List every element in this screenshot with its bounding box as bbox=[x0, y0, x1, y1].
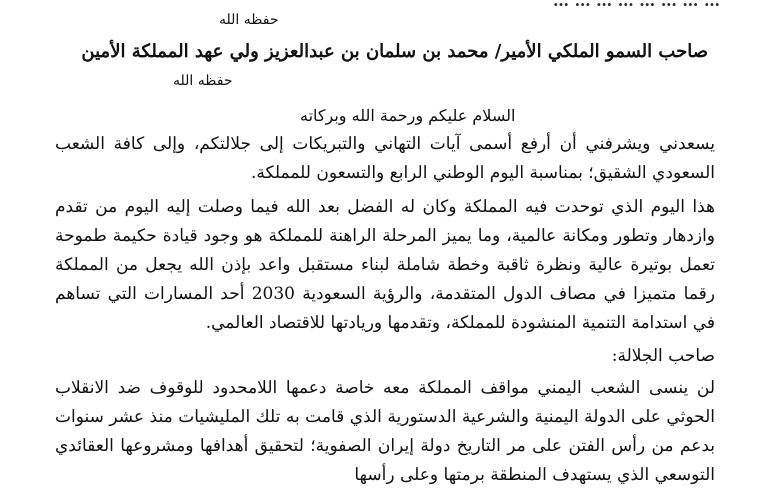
blessing-line-2: حفظه الله bbox=[173, 73, 233, 89]
address-majesty: صاحب الجلالة: bbox=[611, 346, 715, 366]
paragraph-unification: هذا اليوم الذي توحدت فيه المملكة وكان له الفضل بعد الله فيما وصلت إليه اليوم من تقدم وازدهار وتطور ومكانة عالمية، وما يميز المرحلة الراهنة للمملكة هو وجود قيادة حكيمة طموحة تعمل بوتيرة عالية ونظرة ثاقبة وخطة شاملة لبناء مستقبل واعد بإذن الله يجعل من المملكة رقما متميزا في مصاف الدول المتقدمة، والرؤية السعودية 2030 أحد المسارات التي تساهم في استدامة التنمية المنشودة للمملكة، وتقدمها وريادتها للاقتصاد العالمي. bbox=[55, 197, 715, 333]
greeting: السلام عليكم ورحمة الله وبركاته bbox=[300, 106, 516, 125]
recipient-heading: صاحب السمو الملكي الأمير/ محمد بن سلمان بن عبدالعزيز ولي عهد المملكة الأمين bbox=[81, 41, 708, 62]
paragraph-yemen-support: لن ينسى الشعب اليمني مواقف المملكة معه خاصة دعمها اللامحدود للوقوف ضد الانقلاب الحوثي على الدولة اليمنية والشرعية الدستورية الذي قامت به تلك المليشيات منذ عشر سنوات بدعم من رأس الفتن على مر التاريخ دولة إيران الصفوية؛ لتحقيق أهدافها ومشروعها العقائدي التوسعي الذي يستهدف المنطقة برمتها وعلى رأسها bbox=[55, 378, 715, 485]
cut-off-top-line: … … … … … … … … bbox=[553, 0, 720, 10]
blessing-line-1: حفظه الله bbox=[219, 12, 279, 28]
paragraph-congratulations: يسعدني ويشرفني أن أرفع أسمى آيات التهاني والتبريكات إلى جلالتكم، وإلى كافة الشعب السعودي الشقيق؛ بمناسبة اليوم الوطني الرابع والتسعون للمملكة. bbox=[55, 134, 715, 183]
